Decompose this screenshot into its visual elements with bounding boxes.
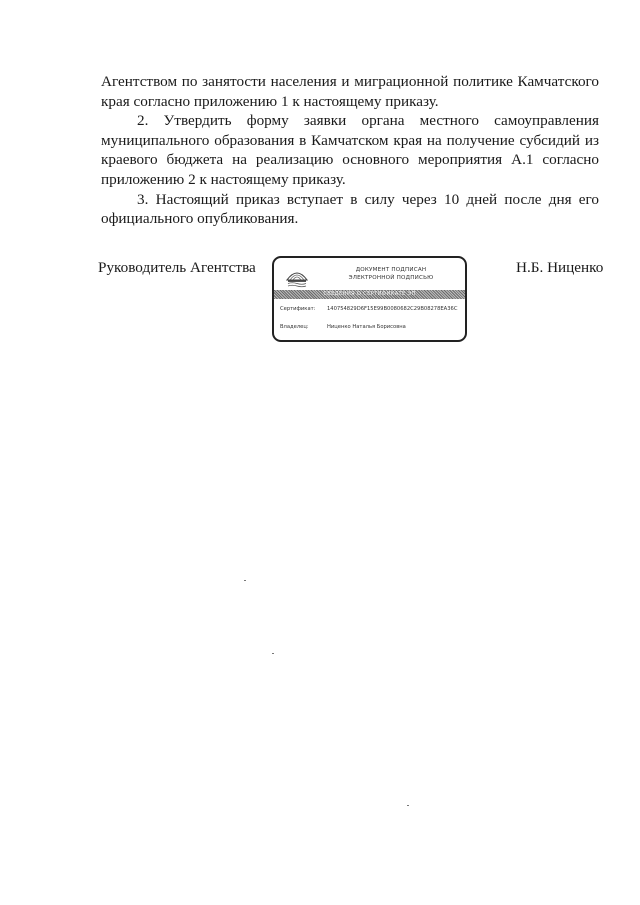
- stamp-certificate-row: [280, 306, 457, 313]
- owner-value: Ниценко Наталья Борисовна: [327, 324, 406, 330]
- stamp-certificate-band: [274, 290, 465, 299]
- document-body: [101, 72, 599, 229]
- stamp-title: [318, 266, 464, 282]
- stamp-title-line-2: ЭЛЕКТРОННОЙ ПОДПИСЬЮ: [348, 275, 434, 281]
- government-emblem-icon: [284, 263, 310, 289]
- paragraph-3: 3. Настоящий приказ вступает в силу через 10 дней после дня его официального опубликования.: [101, 190, 599, 228]
- stamp-title-line-1: ДОКУМЕНТ ПОДПИСАН: [355, 267, 427, 273]
- certificate-label: Сертификат:: [280, 306, 316, 312]
- scan-speck: [407, 805, 409, 806]
- owner-label: Владелец:: [280, 324, 309, 330]
- signatory-name: Н.Б. Ниценко: [516, 259, 604, 276]
- paragraph-2: 2. Утвердить форму заявки органа местного самоуправления муниципального образования в Камчатском края на получение субсидий из краевого бюджета на реализацию основного мероприятия А.1 согласно приложению 2 к настоящему приказу.: [101, 112, 599, 188]
- scan-speck: [244, 580, 246, 581]
- signatory-position: Руководитель Агентства: [98, 259, 256, 276]
- certificate-value: 140754829D6F15E99B0080682C29B08278EA36C: [327, 306, 458, 312]
- paragraph-continuation: Агентством по занятости населения и миграционной политике Камчатского края согласно приложению 1 к настоящему приказу.: [101, 73, 599, 110]
- electronic-signature-stamp: [272, 256, 467, 342]
- stamp-band-text: СВЕДЕНИЯ О СЕРТИФИКАТЕ ЭП: [323, 291, 416, 297]
- scan-speck: [272, 653, 274, 654]
- stamp-owner-row: [280, 324, 406, 331]
